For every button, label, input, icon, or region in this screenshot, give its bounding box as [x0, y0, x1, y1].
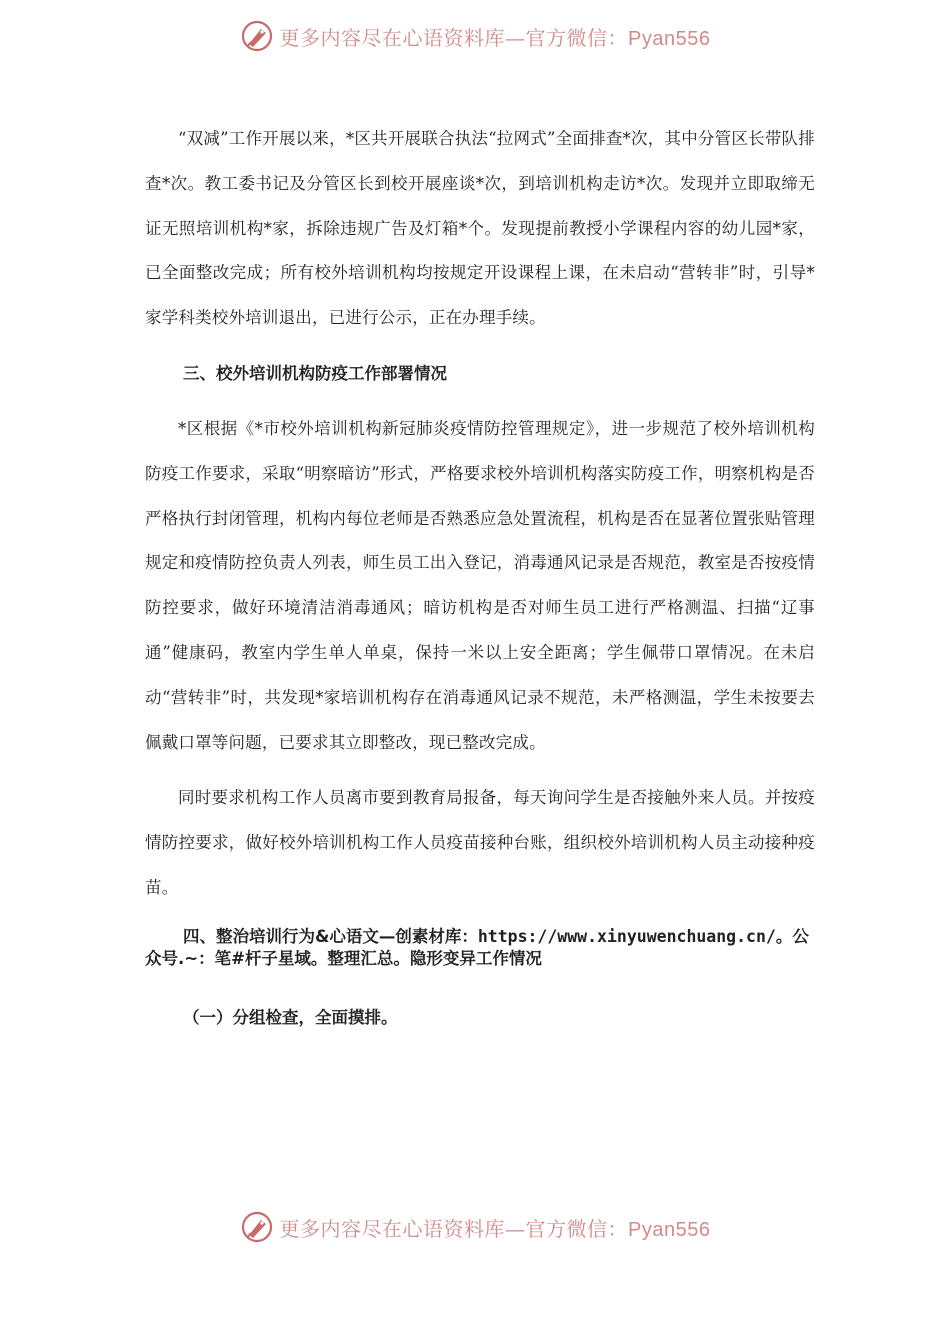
section-heading-rectification	[145, 922, 815, 970]
banner-text	[280, 1213, 711, 1242]
banner-handle: Pyan556	[628, 1218, 711, 1241]
section-heading-epidemic-prevention: 三、校外培训机构防疫工作部署情况	[182, 363, 447, 383]
heading4-part2: 。公众号.~：笔#杆子星域。整理汇总。隐形变异工作情况	[145, 926, 809, 968]
document-body	[145, 117, 815, 1051]
banner-brand-text: 更多内容尽在心语资料库—官方微信：	[279, 25, 629, 50]
pen-nib-logo-icon	[240, 19, 274, 53]
footer-watermark-banner	[0, 1207, 950, 1247]
pen-nib-logo-icon	[240, 1210, 274, 1244]
subheading-group-inspection: （一）分组检查，全面摸排。	[182, 1007, 398, 1027]
header-watermark-banner	[0, 16, 950, 56]
paragraph-epidemic-measures: *区根据《*市校外培训机构新冠肺炎疫情防控管理规定》，进一步规范了校外培训机构防疫工作要求，采取“明察暗访”形式，严格要求校外培训机构落实防疫工作，明察机构是否严格执行封闭管理，机构内每位老师是否熟悉应急处置流程，机构是否在显著位置张贴管理规定和疫情防控负责人列表，师生员工出入登记，消毒通风记录是否规范，教室是否按疫情防控要求，做好环境清洁消毒通风；暗访机构是否对师生员工进行严格测温、扫描“辽事通”健康码，教室内学生单人单桌，保持一米以上安全距离；学生佩带口罩情况。在未启动“营转非”时，共发现*家培训机构存在消毒通风记录不规范，未严格测温，学生未按要去佩戴口罩等问题，已要求其立即整改，现已整改完成。	[145, 418, 815, 752]
heading4-url: https://www.xinyuwenchuang.cn/	[477, 926, 776, 946]
paragraph-double-reduction-inspection: “双减”工作开展以来，*区共开展联合执法“拉网式”全面排查*次，其中分管区长带队排查*次。教工委书记及分管区长到校开展座谈*次，到培训机构走访*次。发现并立即取缔无证无照培训机构*家，拆除违规广告及灯箱*个。发现提前教授小学课程内容的幼儿园*家，已全面整改完成；所有校外培训机构均按规定开设课程上课，在未启动“营转非”时，引导*家学科类校外培训退出，已进行公示，正在办理手续。	[145, 129, 815, 328]
banner-brand-text: 更多内容尽在心语资料库—官方微信：	[279, 1216, 629, 1241]
heading4-part1: 四、整治培训行为&心语文—创素材库：	[182, 926, 478, 946]
banner-handle: Pyan556	[628, 27, 711, 50]
paragraph-staff-reporting: 同时要求机构工作人员离市要到教育局报备，每天询问学生是否接触外来人员。并按疫情防控要求，做好校外培训机构工作人员疫苗接种台账，组织校外培训机构人员主动接种疫苗。	[145, 788, 815, 897]
banner-text	[280, 22, 711, 51]
